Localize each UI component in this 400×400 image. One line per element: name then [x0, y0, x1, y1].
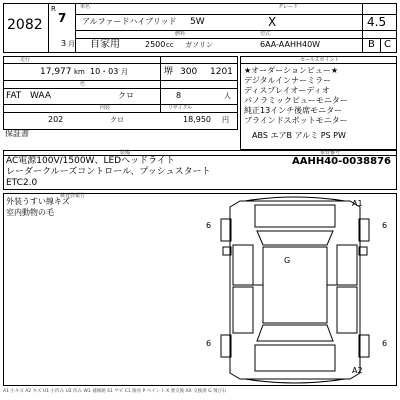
- tire-tread-rear-right: 6: [382, 339, 388, 348]
- inspection-value: 10・03: [90, 67, 119, 76]
- divider: [75, 38, 397, 39]
- divider: [362, 3, 363, 53]
- damage-mark-a2: A2: [352, 366, 363, 375]
- cc-value: 2500: [145, 40, 166, 49]
- rule-value: 1201: [210, 67, 233, 77]
- divider: [3, 104, 238, 105]
- grade-value: X: [268, 15, 277, 29]
- frame-number: AAHH40-0038876: [292, 156, 391, 167]
- divider: [3, 63, 238, 64]
- r-mark: R: [51, 5, 56, 13]
- model-code-label: 型式: [260, 31, 271, 37]
- inspector-label: 検査員報告: [60, 193, 86, 199]
- model-name: アルファードハイブリッド: [82, 17, 177, 26]
- divider: [3, 112, 238, 113]
- car-body-outline: [230, 201, 360, 379]
- lot-number: 2082: [7, 17, 43, 33]
- inspector-line-2: 室内動物の毛: [6, 208, 54, 217]
- sales-point-5: 純正13インチ後席モニター: [244, 106, 343, 115]
- auction-score: 4.5: [367, 15, 387, 29]
- tire-tread-front-right: 6: [382, 221, 388, 230]
- interior-color-value: クロ: [110, 116, 124, 124]
- model-tag: 5W: [190, 17, 205, 27]
- divider: [48, 3, 49, 53]
- left-rear-door: [233, 287, 253, 333]
- sales-points-list: [244, 66, 396, 126]
- tire-tread-front-left: 6: [206, 221, 212, 230]
- divider: [380, 38, 381, 53]
- divider: [75, 30, 397, 31]
- rear-window: [257, 325, 333, 341]
- recycle-label: リサイクル: [168, 105, 193, 111]
- recycle-fee-value: 18,950: [183, 115, 211, 124]
- model-month: 3: [61, 39, 67, 48]
- fuel-label: 燃料: [175, 31, 186, 37]
- mileage-value: 17,977: [40, 67, 72, 77]
- ac-value: WAA: [30, 91, 51, 101]
- sales-points-label: セールスポイント: [300, 57, 340, 63]
- footer-legend: A1 小キズ A2 キズ U1 小凹み U2 凹み W1 補修跡 S1 サビ C1 腐食 P ペイント X 要交換 XX 交換済 G 飛び石: [3, 389, 227, 394]
- car-name-label: 車名: [80, 4, 91, 10]
- sales-point-4: パノラミックビューモニター: [244, 96, 348, 105]
- inspection-unit: 月: [121, 68, 128, 76]
- mileage-label: 走行: [20, 57, 31, 63]
- equipment-label: 装備: [120, 150, 131, 156]
- rear-bumper: [245, 379, 345, 383]
- car-diagram: [195, 195, 395, 385]
- transmission-value: FAT: [6, 91, 22, 101]
- exterior-grade: C: [384, 39, 391, 50]
- divider: [3, 80, 238, 81]
- hood: [255, 205, 335, 227]
- windshield: [257, 231, 333, 245]
- doors-unit: 人: [224, 92, 231, 100]
- equipment-line-1: AC電源100V/1500W、LEDヘッドライト: [6, 156, 175, 166]
- equipment-line-2: レーダークルーズコントロール、プッシュスタート: [6, 167, 211, 177]
- tire-tread-rear-left: 6: [206, 339, 212, 348]
- roof: [263, 247, 327, 323]
- front-bumper: [245, 197, 345, 201]
- doors-value: 8: [176, 91, 182, 100]
- model-year: 7: [58, 11, 67, 25]
- sales-point-6: ブラインドスポットモニター: [244, 116, 348, 125]
- damage-mark-g: G: [284, 256, 291, 265]
- divider: [3, 88, 238, 89]
- location-value: 堺: [164, 67, 174, 77]
- divider: [75, 14, 397, 15]
- recycle-fee-unit: 円: [222, 116, 229, 124]
- fuel-value: ガソリン: [185, 41, 213, 49]
- usage-value: 自家用: [90, 39, 120, 50]
- seats-value: 300: [180, 67, 198, 77]
- model-code-value: 6AA-AAHH40W: [260, 40, 321, 49]
- inspector-line-1: 外装うすい線キズ: [6, 197, 70, 206]
- divider: [240, 63, 397, 64]
- divider: [160, 56, 161, 112]
- right-front-door: [337, 245, 357, 285]
- left-front-door: [233, 245, 253, 285]
- color-value: クロ: [118, 91, 134, 100]
- right-rear-door: [337, 287, 357, 333]
- frame-label: 車台番号: [320, 150, 341, 156]
- interior-grade: B: [368, 39, 375, 50]
- tailgate: [255, 345, 335, 371]
- grade-label: グレード: [278, 4, 299, 10]
- color-code-value: 202: [48, 115, 64, 124]
- mileage-unit: km: [74, 68, 85, 76]
- records-value: 保証書: [5, 129, 29, 138]
- month-label: 月: [68, 40, 75, 48]
- equipment-line-3: ETC2.0: [6, 178, 38, 188]
- options-value: ABS エアB アルミ PS PW: [252, 131, 346, 140]
- divider: [75, 3, 76, 53]
- sales-point-2: デジタルインナーミラー: [244, 76, 332, 85]
- color-label: 色: [80, 81, 86, 87]
- sales-point-3: ディスプレイオーディオ: [244, 86, 330, 95]
- interior-label: 内装: [100, 105, 111, 111]
- sales-point-1: ★オーダーションビュー★: [244, 66, 339, 75]
- cc-label: cc: [166, 41, 174, 49]
- damage-mark-a1: A1: [352, 199, 363, 208]
